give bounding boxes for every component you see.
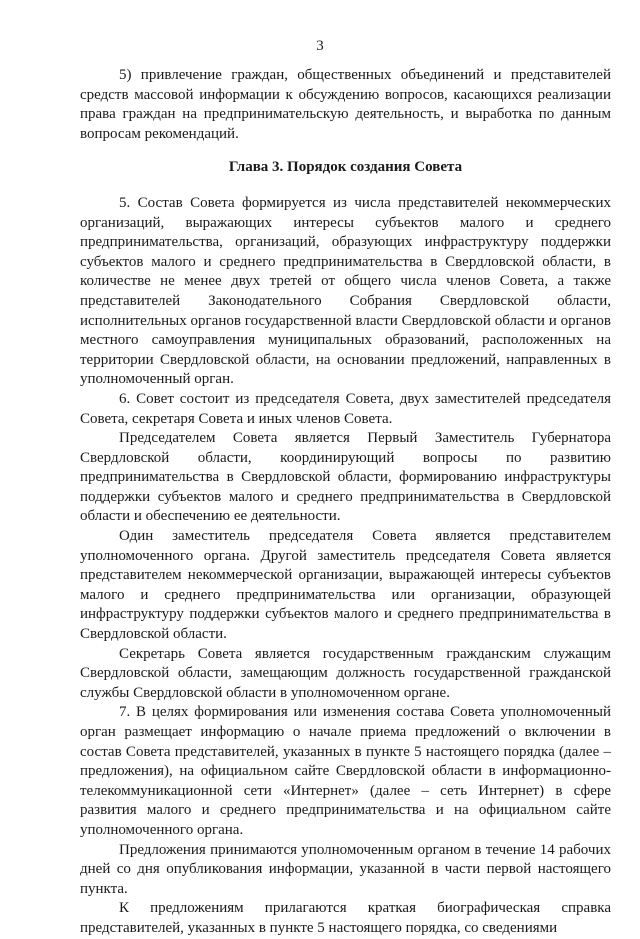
paragraph-item-5: 5) привлечение граждан, общественных объединений и представителей средств массовой информации к обсуждению вопросов, касающихся реализации права граждан на предпринимательскую деятельность, и выработка по данным вопросам рекомендаций.: [80, 67, 611, 142]
paragraph-deputies: Один заместитель председателя Совета является представителем уполномоченного органа. Другой заместитель председателя Совета является представителем некоммерческой организации, выражающей интересы субъектов малого и среднего предпринимательства или организации, образующей инфраструктуру поддержки субъектов малого и среднего предпринимательства в Свердловской области.: [80, 528, 611, 643]
document-body: [80, 66, 611, 939]
paragraph-proposals-attachments: К предложениям прилагаются краткая биографическая справка представителей, указанных в пункте 5 настоящего порядка, со сведениями: [80, 900, 611, 936]
paragraph-chairman: Председателем Совета является Первый Заместитель Губернатора Свердловской области, координирующий вопросы по развитию предпринимательства в Свердловской области, формированию инфраструктуры поддержки субъектов малого и среднего предпринимательства в Свердловской области и обеспечению ее деятельности.: [80, 430, 611, 525]
paragraph-clause-7: 7. В целях формирования или изменения состава Совета уполномоченный орган размещает информацию о начале приема предложений о включении в состав Совета представителей, указанных в пункте 5 настоящего порядка (далее – предложения), на официальном сайте Свердловской области в информационно-телекоммуникационной сети «Интернет» (далее – сеть Интернет) в сфере развития малого и среднего предпринимательства и на официальном сайте уполномоченного органа.: [80, 704, 611, 838]
paragraph-secretary: Секретарь Совета является государственным гражданским служащим Свердловской области, замещающим должность государственной гражданской службы Свердловской области в уполномоченном органе.: [80, 645, 611, 701]
page-number: 3: [316, 38, 324, 54]
paragraph-clause-5: 5. Состав Совета формируется из числа представителей некоммерческих организаций, выражающих интересы субъектов малого и среднего предпринимательства, организаций, образующих инфраструктуру поддержки субъектов малого и среднего предпринимательства в Свердловской области, в количестве не менее двух третей от общего числа членов Совета, а также представителей Законодательного Собрания Свердловской области, исполнительных органов государственной власти Свердловской области и органов местного самоуправления муниципальных образований, расположенных на территории Свердловской области, на основании предложений, направленных в уполномоченный орган.: [80, 194, 611, 388]
paragraph-clause-6: 6. Совет состоит из председателя Совета, двух заместителей председателя Совета, секретаря Совета и иных членов Совета.: [80, 390, 611, 427]
paragraph-proposals-deadline: Предложения принимаются уполномоченным органом в течение 14 рабочих дней со дня опубликования информации, указанной в части первой настоящего пункта.: [80, 841, 611, 897]
chapter-title: Глава 3. Порядок создания Совета: [228, 159, 463, 176]
